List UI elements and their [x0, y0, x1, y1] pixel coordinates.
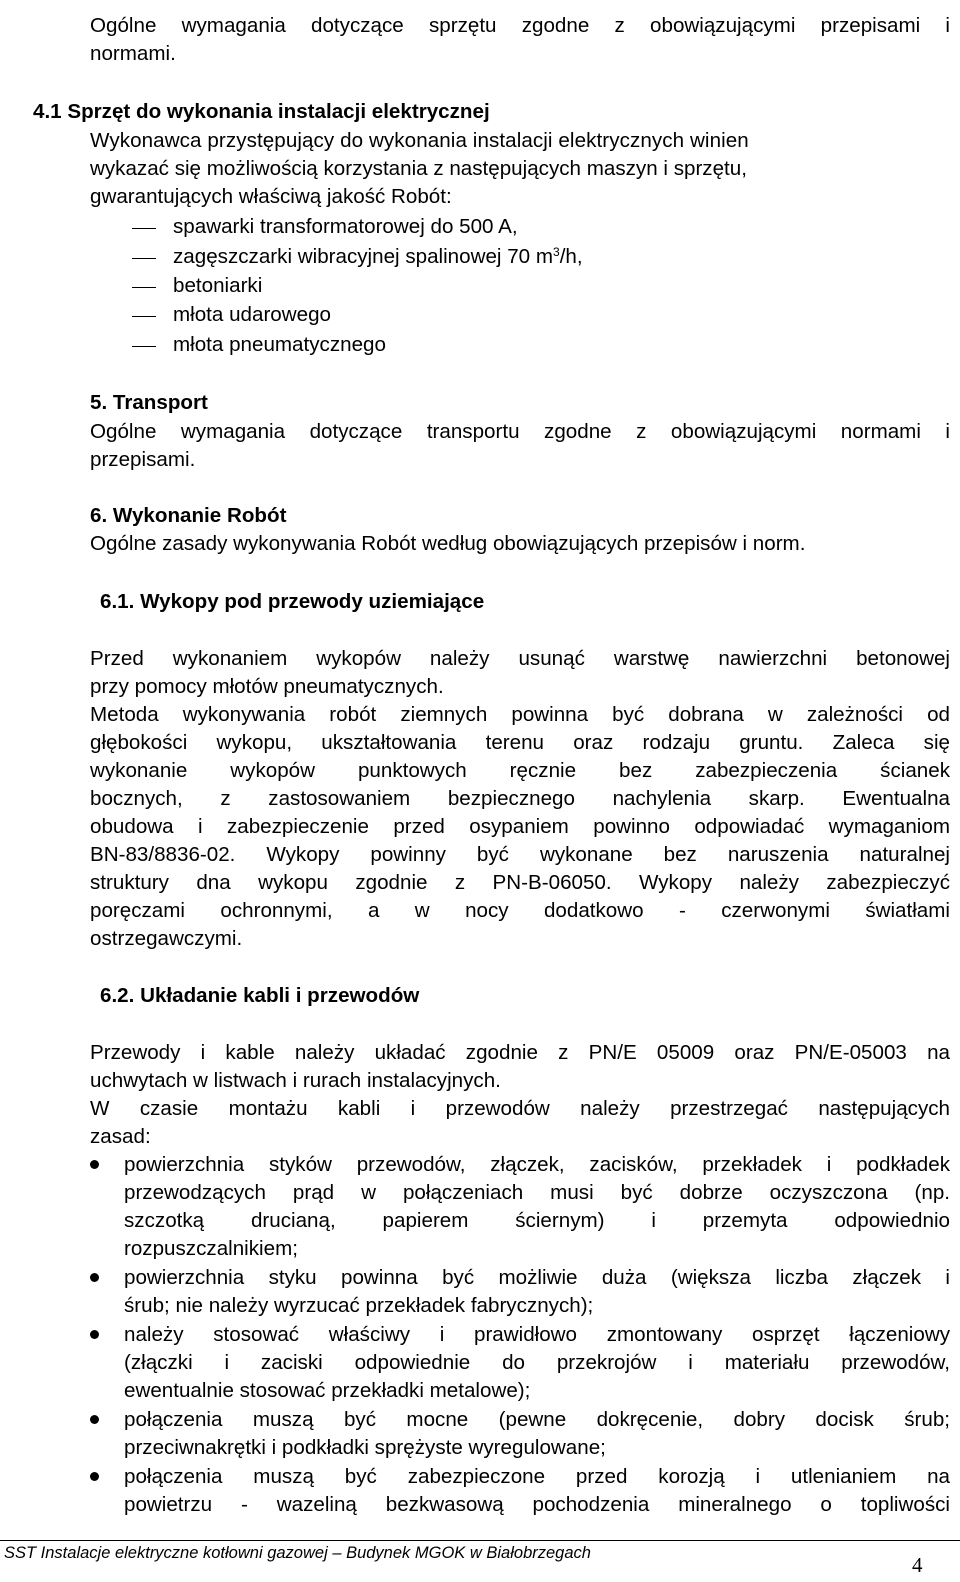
- dash-marker: [132, 228, 156, 229]
- paragraph-line: wykonanie wykopów punktowych ręcznie bez zabezpieczenia ścianek: [90, 759, 950, 782]
- bullet-line: powietrzu - wazeliną bezkwasową pochodzenia mineralnego o topliwości: [124, 1493, 950, 1516]
- intro-line-2: normami.: [90, 42, 176, 65]
- equipment-item: betoniarki: [173, 274, 263, 297]
- bullet-dot: [90, 1160, 99, 1169]
- bullet-line: rozpuszczalnikiem;: [124, 1237, 298, 1260]
- equipment-item: spawarki transformatorowej do 500 A,: [173, 215, 518, 238]
- paragraph-line: Metoda wykonywania robót ziemnych powinna być dobrana w zależności od: [90, 703, 950, 726]
- section-6-line-1: Ogólne zasady wykonywania Robót według obowiązujących przepisów i norm.: [90, 532, 806, 555]
- bullet-dot: [90, 1330, 99, 1339]
- paragraph-line: uchwytach w listwach i rurach instalacyjnych.: [90, 1069, 501, 1092]
- bullet-dot: [90, 1415, 99, 1424]
- section-5-line-2: przepisami.: [90, 448, 196, 471]
- dash-marker: [132, 346, 156, 347]
- dash-marker: [132, 287, 156, 288]
- paragraph-line: poręczami ochronnymi, a w nocy dodatkowo - czerwonymi światłami: [90, 899, 950, 922]
- paragraph-line: przy pomocy młotów pneumatycznych.: [90, 675, 444, 698]
- section-4-1-line-1: Wykonawca przystępujący do wykonania instalacji elektrycznych winien: [90, 129, 749, 152]
- section-4-1-heading: 4.1 Sprzęt do wykonania instalacji elektrycznej: [33, 100, 490, 123]
- paragraph-line: obudowa i zabezpieczenie przed osypaniem powinno odpowiadać wymaganiom: [90, 815, 950, 838]
- paragraph-line: W czasie montażu kabli i przewodów należy przestrzegać następujących: [90, 1097, 950, 1120]
- page-number: 4: [912, 1553, 923, 1577]
- footer-rule: [0, 1540, 960, 1541]
- bullet-line: (złączki i zaciski odpowiednie do przekrojów i materiału przewodów,: [124, 1351, 950, 1374]
- bullet-line: połączenia muszą być zabezpieczone przed korozją i utlenianiem na: [124, 1465, 950, 1488]
- dash-marker: [132, 316, 156, 317]
- section-4-1-line-2: wykazać się możliwością korzystania z następujących maszyn i sprzętu,: [90, 157, 747, 180]
- section-6-2-heading: 6.2. Układanie kabli i przewodów: [100, 984, 420, 1007]
- bullet-line: szczotką drucianą, papierem ściernym) i przemyta odpowiednio: [124, 1209, 950, 1232]
- section-6-1-heading: 6.1. Wykopy pod przewody uziemiające: [100, 590, 485, 613]
- paragraph-line: głębokości wykopu, ukształtowania terenu oraz rodzaju gruntu. Zaleca się: [90, 731, 950, 754]
- bullet-dot: [90, 1472, 99, 1481]
- bullet-line: przeciwnakrętki i podkładki sprężyste wyregulowane;: [124, 1436, 606, 1459]
- bullet-line: należy stosować właściwy i prawidłowo zmontowany osprzęt łączeniowy: [124, 1323, 950, 1346]
- equipment-item: zagęszczarki wibracyjnej spalinowej 70 $m^3/h$,: [173, 245, 583, 268]
- footer-text: SST Instalacje elektryczne kotłowni gazowej – Budynek MGOK w Białobrzegach: [4, 1544, 591, 1562]
- dash-marker: [132, 258, 156, 259]
- bullet-line: powierzchnia styku powinna być możliwie duża (większa liczba złączek i: [124, 1266, 950, 1289]
- bullet-dot: [90, 1273, 99, 1282]
- bullet-line: przewodzących prąd w połączeniach musi być dobrze oczyszczona (np.: [124, 1181, 950, 1204]
- section-5-heading: 5. Transport: [90, 391, 208, 414]
- paragraph-line: ostrzegawczymi.: [90, 927, 243, 950]
- intro-line-1: Ogólne wymagania dotyczące sprzętu zgodne z obowiązującymi przepisami i: [90, 14, 950, 37]
- section-4-1-line-3: gwarantujących właściwą jakość Robót:: [90, 185, 452, 208]
- bullet-line: połączenia muszą być mocne (pewne dokręcenie, dobry docisk śrub;: [124, 1408, 950, 1431]
- paragraph-line: BN-83/8836-02. Wykopy powinny być wykonane bez naruszenia naturalnej: [90, 843, 950, 866]
- section-6-heading: 6. Wykonanie Robót: [90, 504, 287, 527]
- equipment-item: młota pneumatycznego: [173, 333, 386, 356]
- paragraph-line: bocznych, z zastosowaniem bezpiecznego nachylenia skarp. Ewentualna: [90, 787, 950, 810]
- bullet-line: śrub; nie należy wyrzucać przekładek fabrycznych);: [124, 1294, 594, 1317]
- equipment-item: młota udarowego: [173, 303, 331, 326]
- paragraph-line: Przed wykonaniem wykopów należy usunąć warstwę nawierzchni betonowej: [90, 647, 950, 670]
- section-5-line-1: Ogólne wymagania dotyczące transportu zgodne z obowiązującymi normami i: [90, 420, 950, 443]
- paragraph-line: zasad:: [90, 1125, 151, 1148]
- bullet-line: powierzchnia styków przewodów, złączek, zacisków, przekładek i podkładek: [124, 1153, 950, 1176]
- paragraph-line: struktury dna wykopu zgodnie z PN-B-06050. Wykopy należy zabezpieczyć: [90, 871, 950, 894]
- bullet-line: ewentualnie stosować przekładki metalowe);: [124, 1379, 531, 1402]
- paragraph-line: Przewody i kable należy układać zgodnie z PN/E 05009 oraz PN/E-05003 na: [90, 1041, 950, 1064]
